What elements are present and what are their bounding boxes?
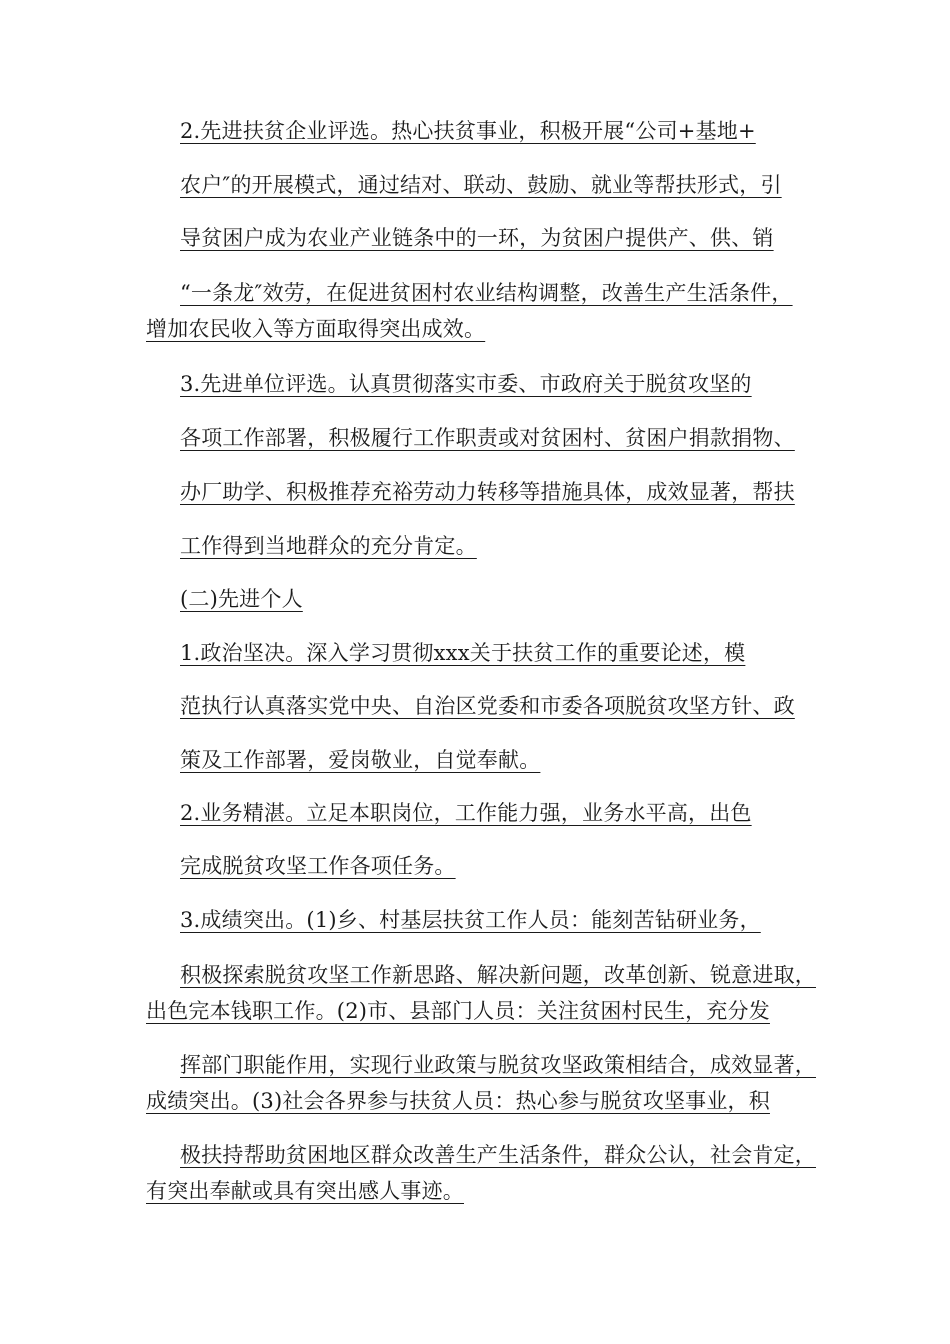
text-line: 有突出奉献或具有突出感人事迹。 (146, 1179, 464, 1203)
text-line: 增加农民收入等方面取得突出成效。 (146, 317, 486, 341)
text-line: 2.业务精湛。立足本职岗位，工作能力强，业务水平高，出色 (180, 801, 752, 825)
text-line: 完成脱贫攻坚工作各项任务。 (180, 854, 456, 878)
text-line: 农户″的开展模式，通过结对、联动、鼓励、就业等帮扶形式，引 (180, 173, 782, 197)
text-line: 范执行认真落实党中央、自治区党委和市委各项脱贫攻坚方针、政 (180, 694, 795, 718)
text-line: 3.成绩突出。(1)乡、村基层扶贫工作人员：能刻苦钻研业务， (180, 908, 761, 932)
text-line: 办厂助学、积极推荐充裕劳动力转移等措施具体，成效显著，帮扶 (180, 480, 795, 504)
text-line: 工作得到当地群众的充分肯定。 (180, 534, 477, 558)
text-line: 积极探索脱贫攻坚工作新思路、解决新问题，改革创新、锐意进取， (180, 963, 816, 987)
text-line: 2.先进扶贫企业评选。热心扶贫事业，积极开展“公司+基地+ (180, 119, 756, 143)
text-line: 出色完本钱职工作。(2)市、县部门人员：关注贫困村民生，充分发 (146, 999, 770, 1023)
section-heading: (二)先进个人 (180, 587, 303, 611)
text-line: 导贫困户成为农业产业链条中的一环，为贫困户提供产、供、销 (180, 226, 774, 250)
text-line: 1.政治坚决。深入学习贯彻xxx关于扶贫工作的重要论述，模 (180, 641, 746, 665)
text-line: 3.先进单位评选。认真贯彻落实市委、市政府关于脱贫攻坚的 (180, 372, 752, 396)
text-line: 各项工作部署，积极履行工作职责或对贫困村、贫困户捐款捐物、 (180, 426, 795, 450)
text-line: 策及工作部署，爱岗敬业，自觉奉献。 (180, 748, 541, 772)
text-line: “一条龙″效劳，在促进贫困村农业结构调整，改善生产生活条件， (180, 281, 793, 305)
text-line: 极扶持帮助贫困地区群众改善生产生活条件，群众公认，社会肯定， (180, 1143, 816, 1167)
text-line: 成绩突出。(3)社会各界参与扶贫人员：热心参与脱贫攻坚事业，积 (146, 1089, 770, 1113)
text-line: 挥部门职能作用，实现行业政策与脱贫攻坚政策相结合，成效显著， (180, 1053, 816, 1077)
